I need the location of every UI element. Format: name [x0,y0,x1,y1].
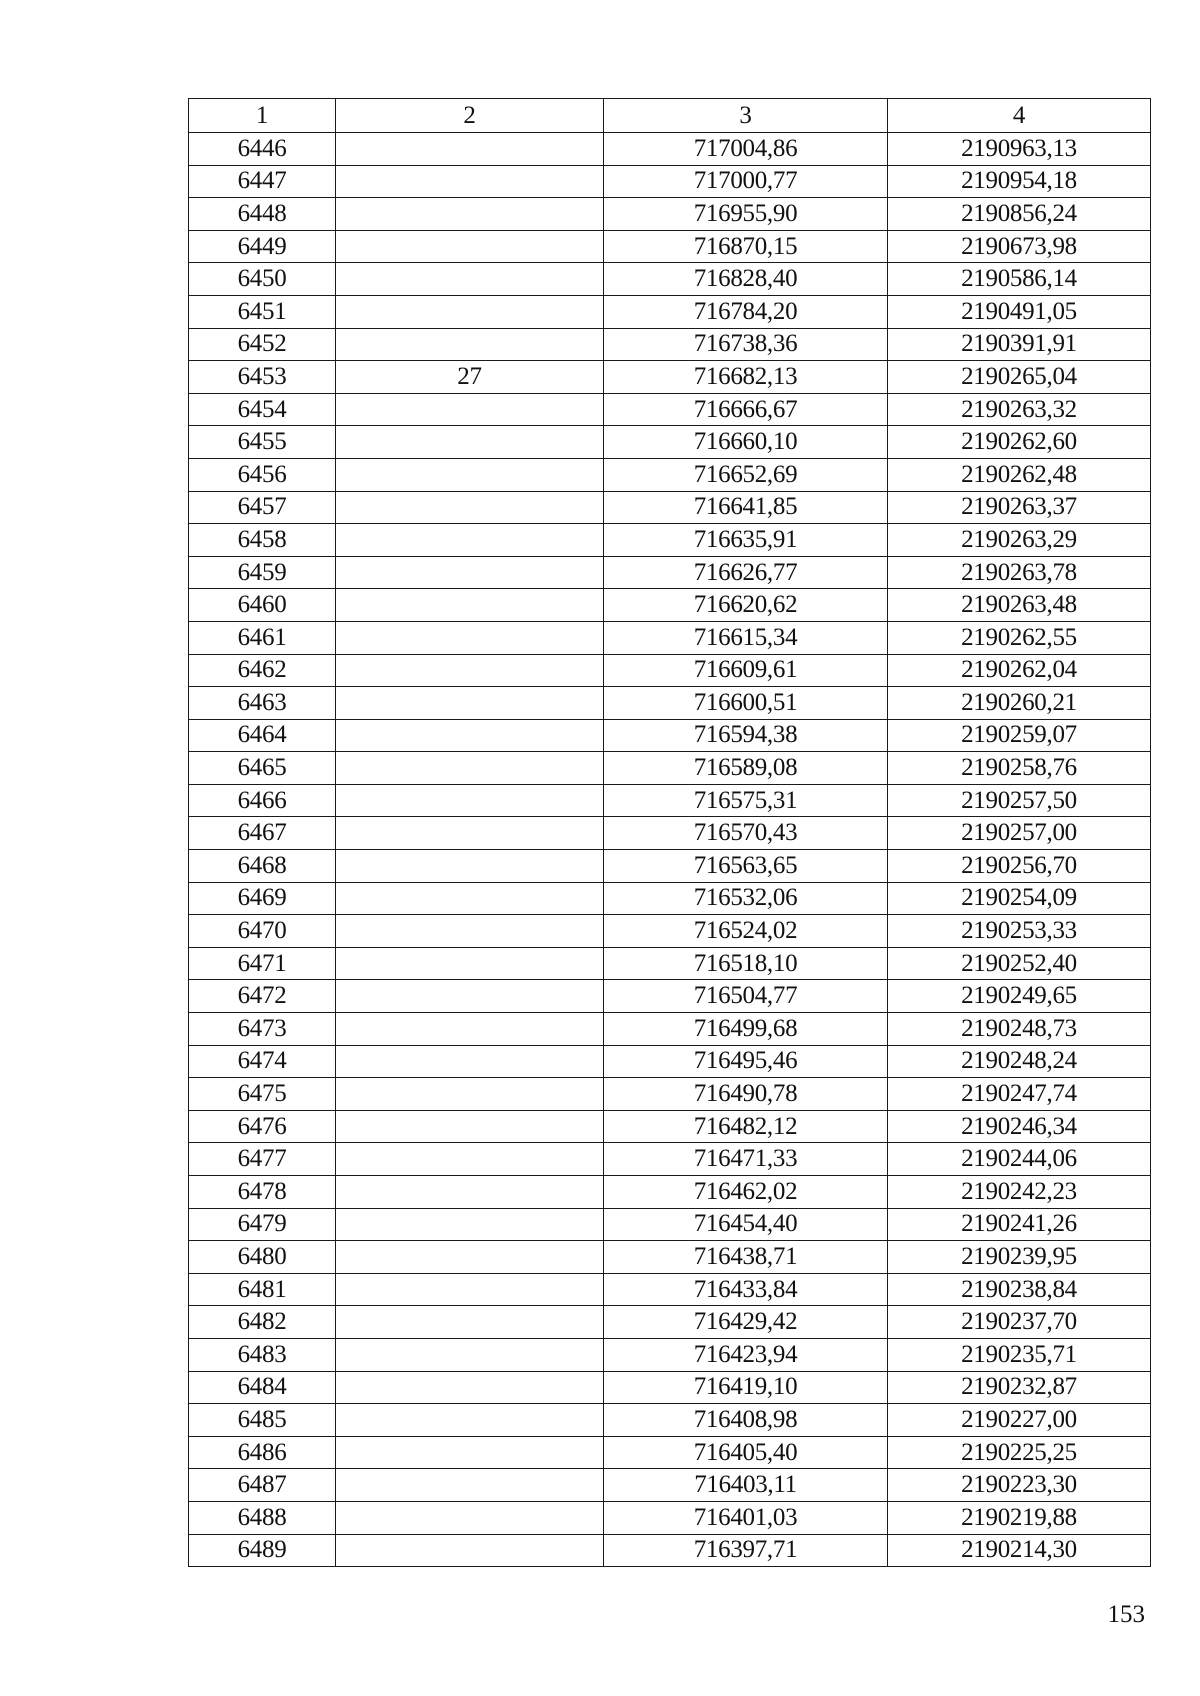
table-cell-col-3: 716518,10 [604,947,888,980]
table-cell-col-3: 716482,12 [604,1110,888,1143]
table-cell-col-1: 6475 [189,1078,336,1111]
table-cell-col-3: 716589,08 [604,752,888,785]
table-cell-col-3: 716499,68 [604,1013,888,1046]
table-cell-col-1: 6485 [189,1404,336,1437]
table-row [189,589,1151,622]
table-cell-col-3: 716408,98 [604,1404,888,1437]
table-row [189,295,1151,328]
table-cell-col-1: 6462 [189,654,336,687]
table-cell-col-2 [336,458,604,491]
table-cell-col-4: 2190249,65 [888,980,1151,1013]
table-row [189,1534,1151,1567]
table-cell-col-4: 2190225,25 [888,1436,1151,1469]
header-cell-col-2: 2 [336,99,604,133]
table-cell-col-3: 716652,69 [604,458,888,491]
table-cell-col-2 [336,263,604,296]
table-cell-col-4: 2190239,95 [888,1241,1151,1274]
table-cell-col-3: 716401,03 [604,1501,888,1534]
table-cell-col-1: 6484 [189,1371,336,1404]
table-row [189,784,1151,817]
table-cell-col-1: 6473 [189,1013,336,1046]
table-row [189,1143,1151,1176]
table-cell-col-1: 6455 [189,426,336,459]
table-row [189,263,1151,296]
table-cell-col-2 [336,882,604,915]
header-row [189,99,1151,133]
table-row [189,1273,1151,1306]
table-cell-col-1: 6446 [189,133,336,166]
table-cell-col-3: 716594,38 [604,719,888,752]
table-cell-col-4: 2190257,00 [888,817,1151,850]
table-cell-col-1: 6467 [189,817,336,850]
table-cell-col-2 [336,165,604,198]
table-cell-col-2 [336,1176,604,1209]
table-cell-col-2 [336,1143,604,1176]
table-cell-col-2 [336,752,604,785]
table-cell-col-1: 6476 [189,1110,336,1143]
table-cell-col-1: 6454 [189,393,336,426]
table-cell-col-3: 716666,67 [604,393,888,426]
table-cell-col-2 [336,1013,604,1046]
table-cell-col-3: 716504,77 [604,980,888,1013]
table-row [189,133,1151,166]
table-row [189,524,1151,557]
table-cell-col-4: 2190227,00 [888,1404,1151,1437]
table-cell-col-3: 716660,10 [604,426,888,459]
table-cell-col-1: 6465 [189,752,336,785]
table-cell-col-3: 716438,71 [604,1241,888,1274]
table-cell-col-2 [336,1110,604,1143]
table-cell-col-1: 6472 [189,980,336,1013]
table-row [189,1013,1151,1046]
table-cell-col-1: 6483 [189,1338,336,1371]
table-cell-col-1: 6452 [189,328,336,361]
table-cell-col-4: 2190246,34 [888,1110,1151,1143]
table-cell-col-1: 6447 [189,165,336,198]
table-row [189,882,1151,915]
table-cell-col-1: 6464 [189,719,336,752]
table-cell-col-3: 716609,61 [604,654,888,687]
table-row [189,915,1151,948]
table-cell-col-4: 2190247,74 [888,1078,1151,1111]
table-cell-col-4: 2190257,50 [888,784,1151,817]
table-cell-col-2 [336,589,604,622]
table-cell-col-2 [336,1273,604,1306]
table-row [189,1306,1151,1339]
table-cell-col-2 [336,1241,604,1274]
table-cell-col-2 [336,1371,604,1404]
table-cell-col-3: 716454,40 [604,1208,888,1241]
table-cell-col-1: 6458 [189,524,336,557]
table-header [189,99,1151,133]
table-row [189,1404,1151,1437]
table-cell-col-2 [336,1306,604,1339]
table-cell-col-2 [336,491,604,524]
table-cell-col-3: 716433,84 [604,1273,888,1306]
table-cell-col-1: 6460 [189,589,336,622]
table-cell-col-1: 6456 [189,458,336,491]
table-cell-col-3: 716462,02 [604,1176,888,1209]
table-row [189,361,1151,394]
table-cell-col-2 [336,1208,604,1241]
table-cell-col-2 [336,784,604,817]
table-cell-col-4: 2190263,78 [888,556,1151,589]
table-cell-col-4: 2190237,70 [888,1306,1151,1339]
table-cell-col-4: 2190673,98 [888,230,1151,263]
table-cell-col-1: 6448 [189,198,336,231]
table-row [189,1176,1151,1209]
table-cell-col-4: 2190262,04 [888,654,1151,687]
table-cell-col-3: 716784,20 [604,295,888,328]
table-cell-col-1: 6461 [189,621,336,654]
table-cell-col-4: 2190223,30 [888,1469,1151,1502]
table-cell-col-1: 6481 [189,1273,336,1306]
table-cell-col-4: 2190259,07 [888,719,1151,752]
table-cell-col-1: 6457 [189,491,336,524]
table-cell-col-4: 2190856,24 [888,198,1151,231]
table-row [189,426,1151,459]
table-cell-col-1: 6486 [189,1436,336,1469]
table-cell-col-1: 6459 [189,556,336,589]
table-cell-col-4: 2190248,24 [888,1045,1151,1078]
table-cell-col-4: 2190262,60 [888,426,1151,459]
table-cell-col-4: 2190254,09 [888,882,1151,915]
table-row [189,687,1151,720]
table-cell-col-3: 716490,78 [604,1078,888,1111]
table-row [189,1469,1151,1502]
table-cell-col-3: 716403,11 [604,1469,888,1502]
table-cell-col-2 [336,1338,604,1371]
table-cell-col-2 [336,1436,604,1469]
table-cell-col-4: 2190244,06 [888,1143,1151,1176]
table-cell-col-2 [336,947,604,980]
table-row [189,491,1151,524]
table-row [189,752,1151,785]
table-cell-col-2 [336,524,604,557]
table-row [189,817,1151,850]
table-cell-col-4: 2190262,48 [888,458,1151,491]
table-row [189,1208,1151,1241]
table-cell-col-1: 6468 [189,850,336,883]
table-cell-col-2 [336,980,604,1013]
header-cell-col-1: 1 [189,99,336,133]
page-number: 153 [1107,1601,1145,1628]
table-row [189,1078,1151,1111]
table-cell-col-3: 716563,65 [604,850,888,883]
table-row [189,230,1151,263]
table-row [189,850,1151,883]
table-cell-col-1: 6449 [189,230,336,263]
table-cell-col-4: 2190263,29 [888,524,1151,557]
table-cell-col-2 [336,1469,604,1502]
table-cell-col-4: 2190256,70 [888,850,1151,883]
table-cell-col-3: 716575,31 [604,784,888,817]
table-row [189,947,1151,980]
table-row [189,165,1151,198]
table-cell-col-3: 716870,15 [604,230,888,263]
table-cell-col-2 [336,556,604,589]
table-cell-col-3: 716397,71 [604,1534,888,1567]
table-cell-col-1: 6469 [189,882,336,915]
table-cell-col-2 [336,654,604,687]
table-cell-col-2 [336,328,604,361]
table-cell-col-2 [336,1045,604,1078]
header-cell-col-4: 4 [888,99,1151,133]
table-cell-col-3: 716495,46 [604,1045,888,1078]
table-cell-col-4: 2190214,30 [888,1534,1151,1567]
table-cell-col-1: 6474 [189,1045,336,1078]
table-cell-col-4: 2190258,76 [888,752,1151,785]
table-cell-col-3: 716419,10 [604,1371,888,1404]
table-row [189,393,1151,426]
table-cell-col-3: 716682,13 [604,361,888,394]
table-cell-col-1: 6471 [189,947,336,980]
table-row [189,556,1151,589]
table-cell-col-4: 2190238,84 [888,1273,1151,1306]
table-cell-col-4: 2190219,88 [888,1501,1151,1534]
table-cell-col-3: 716524,02 [604,915,888,948]
table-row [189,719,1151,752]
table-cell-col-4: 2190260,21 [888,687,1151,720]
table-cell-col-4: 2190265,04 [888,361,1151,394]
table-cell-col-3: 717000,77 [604,165,888,198]
table-cell-col-3: 716828,40 [604,263,888,296]
table-cell-col-4: 2190263,48 [888,589,1151,622]
table-cell-col-3: 716423,94 [604,1338,888,1371]
table-cell-col-2 [336,915,604,948]
table-cell-col-2 [336,1404,604,1437]
table-cell-col-1: 6463 [189,687,336,720]
table-cell-col-1: 6480 [189,1241,336,1274]
table-cell-col-4: 2190262,55 [888,621,1151,654]
table-row [189,198,1151,231]
table-cell-col-2 [336,850,604,883]
table-cell-col-3: 716738,36 [604,328,888,361]
table-cell-col-3: 716471,33 [604,1143,888,1176]
table-row [189,328,1151,361]
table-cell-col-4: 2190954,18 [888,165,1151,198]
table-row [189,458,1151,491]
table-row [189,1045,1151,1078]
header-cell-col-3: 3 [604,99,888,133]
table-body [189,133,1151,1567]
table-cell-col-2 [336,687,604,720]
table-cell-col-1: 6478 [189,1176,336,1209]
table-cell-col-2 [336,426,604,459]
table-row [189,1241,1151,1274]
table-cell-col-4: 2190252,40 [888,947,1151,980]
table-cell-col-4: 2190232,87 [888,1371,1151,1404]
table-row [189,621,1151,654]
table-cell-col-4: 2190263,32 [888,393,1151,426]
table-cell-col-1: 6466 [189,784,336,817]
table-cell-col-2 [336,393,604,426]
table-cell-col-1: 6451 [189,295,336,328]
table-cell-col-1: 6479 [189,1208,336,1241]
table-cell-col-4: 2190491,05 [888,295,1151,328]
table-cell-col-4: 2190586,14 [888,263,1151,296]
table-cell-col-1: 6489 [189,1534,336,1567]
table-cell-col-2 [336,1078,604,1111]
table-cell-col-3: 716405,40 [604,1436,888,1469]
table-row [189,654,1151,687]
table-row [189,1501,1151,1534]
table-cell-col-3: 716641,85 [604,491,888,524]
table-cell-col-3: 716626,77 [604,556,888,589]
table-cell-col-2 [336,198,604,231]
table-cell-col-1: 6450 [189,263,336,296]
table-row [189,1338,1151,1371]
table-cell-col-2 [336,230,604,263]
table-cell-col-2 [336,719,604,752]
table-cell-col-2 [336,1534,604,1567]
table-cell-col-4: 2190253,33 [888,915,1151,948]
table-cell-col-3: 716955,90 [604,198,888,231]
table-cell-col-1: 6487 [189,1469,336,1502]
table-cell-col-1: 6482 [189,1306,336,1339]
table-cell-col-2: 27 [336,361,604,394]
table-cell-col-3: 716570,43 [604,817,888,850]
table-cell-col-4: 2190391,91 [888,328,1151,361]
table-cell-col-4: 2190241,26 [888,1208,1151,1241]
table-cell-col-2 [336,1501,604,1534]
table-cell-col-1: 6477 [189,1143,336,1176]
table-cell-col-3: 716429,42 [604,1306,888,1339]
table-cell-col-4: 2190248,73 [888,1013,1151,1046]
table-cell-col-1: 6453 [189,361,336,394]
table-cell-col-2 [336,295,604,328]
table-cell-col-2 [336,133,604,166]
table-cell-col-4: 2190963,13 [888,133,1151,166]
coordinates-table [188,98,1151,1567]
table-cell-col-2 [336,621,604,654]
table-cell-col-4: 2190263,37 [888,491,1151,524]
table-cell-col-4: 2190235,71 [888,1338,1151,1371]
table-row [189,1436,1151,1469]
table-cell-col-3: 717004,86 [604,133,888,166]
table-cell-col-4: 2190242,23 [888,1176,1151,1209]
table-row [189,1110,1151,1143]
table-cell-col-3: 716532,06 [604,882,888,915]
table-cell-col-3: 716620,62 [604,589,888,622]
table-cell-col-2 [336,817,604,850]
table-row [189,1371,1151,1404]
table-row [189,980,1151,1013]
table-cell-col-1: 6488 [189,1501,336,1534]
table-cell-col-3: 716600,51 [604,687,888,720]
table-cell-col-3: 716635,91 [604,524,888,557]
table-cell-col-1: 6470 [189,915,336,948]
table-cell-col-3: 716615,34 [604,621,888,654]
